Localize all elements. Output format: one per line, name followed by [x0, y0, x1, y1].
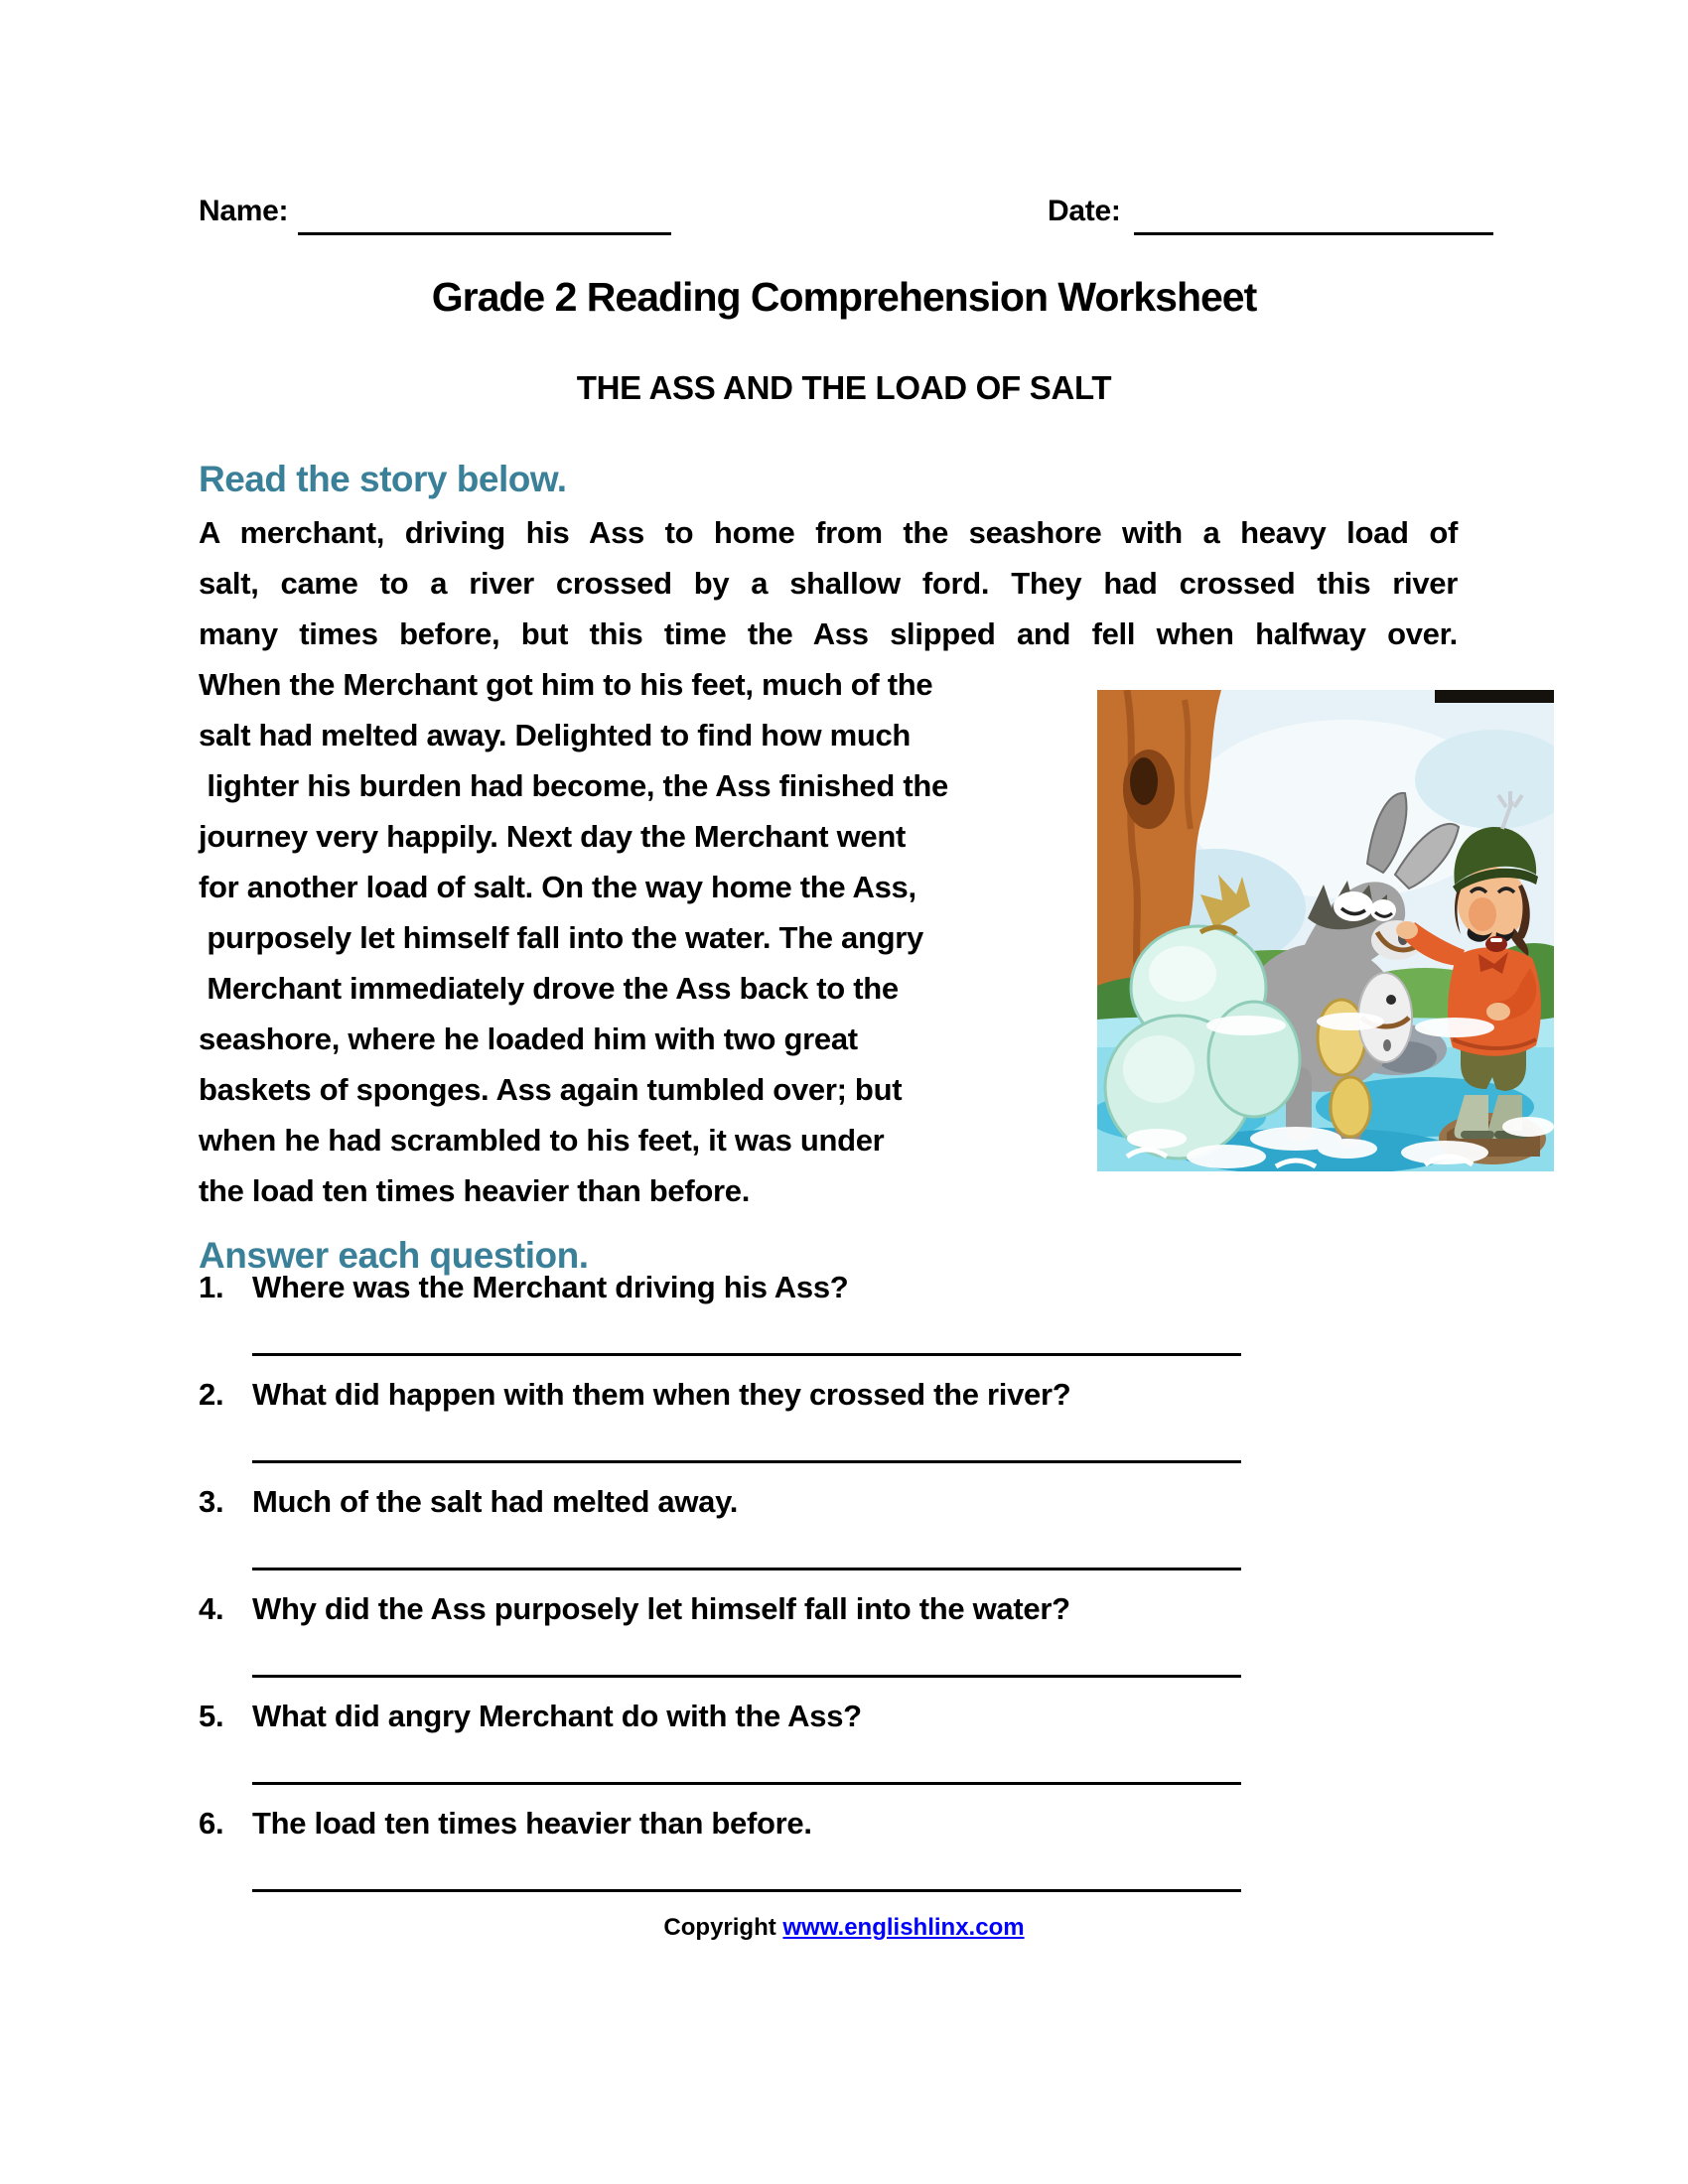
- date-label: Date:: [1048, 195, 1121, 227]
- question-text: Much of the salt had melted away.: [252, 1484, 739, 1519]
- page-title: Grade 2 Reading Comprehension Worksheet: [431, 274, 1257, 320]
- answer-blank-line[interactable]: [252, 1889, 1241, 1892]
- question-item: [199, 1377, 1070, 1413]
- story-line: seashore, where he loaded him with two great: [199, 1022, 858, 1056]
- answer-blank-line[interactable]: [252, 1353, 1241, 1356]
- story-line: lighter his burden had become, the Ass finished the: [199, 768, 948, 803]
- question-text: Where was the Merchant driving his Ass?: [252, 1270, 849, 1304]
- question-text: Why did the Ass purposely let himself fall into the water?: [252, 1591, 1070, 1626]
- story-line: When the Merchant got him to his feet, much of the: [199, 667, 933, 702]
- question-number: 6.: [199, 1806, 224, 1841]
- story-line: purposely let himself fall into the water. The angry: [199, 920, 923, 955]
- story-paragraph-full-width: [199, 507, 1458, 659]
- question-number: 4.: [199, 1591, 224, 1626]
- copyright-text: Copyright: [663, 1914, 783, 1941]
- story-line: baskets of sponges. Ass again tumbled over; but: [199, 1072, 903, 1107]
- question-text: What did happen with them when they crossed the river?: [252, 1377, 1071, 1412]
- answer-blank-line[interactable]: [252, 1568, 1241, 1570]
- question-text: The load ten times heavier than before.: [252, 1806, 812, 1841]
- answer-blank-line[interactable]: [252, 1675, 1241, 1678]
- story-line: journey very happily. Next day the Merchant went: [199, 819, 906, 854]
- question-number: 1.: [199, 1270, 224, 1304]
- story-line: for another load of salt. On the way home the Ass,: [199, 870, 916, 904]
- story-line: salt had melted away. Delighted to find how much: [199, 718, 912, 752]
- question-number: 3.: [199, 1484, 224, 1519]
- story-line: A merchant, driving his Ass to home from the seashore with a heavy load of: [199, 515, 1458, 550]
- question-item: [199, 1270, 848, 1305]
- copyright-row: [199, 1914, 1489, 1942]
- answer-questions-heading: Answer each question.: [199, 1235, 589, 1276]
- worksheet-subtitle: THE ASS AND THE LOAD OF SALT: [576, 369, 1112, 406]
- answer-blank-line[interactable]: [252, 1782, 1241, 1785]
- read-story-heading: Read the story below.: [199, 459, 567, 499]
- question-number: 5.: [199, 1699, 224, 1733]
- question-item: [199, 1699, 862, 1734]
- question-item: [199, 1591, 1070, 1627]
- question-text: What did angry Merchant do with the Ass?: [252, 1699, 862, 1733]
- date-blank-line[interactable]: [1134, 232, 1493, 235]
- story-line: Merchant immediately drove the Ass back to the: [199, 971, 899, 1006]
- story-line: the load ten times heavier than before.: [199, 1173, 751, 1208]
- name-blank-line[interactable]: [298, 232, 671, 235]
- answer-blank-line[interactable]: [252, 1460, 1241, 1463]
- story-illustration: [1097, 690, 1554, 1171]
- story-paragraph-wrapped: [199, 659, 948, 1216]
- story-line: salt, came to a river crossed by a shallow ford. They had crossed this river: [199, 566, 1458, 601]
- story-line: when he had scrambled to his feet, it was under: [199, 1123, 885, 1158]
- story-line: many times before, but this time the Ass slipped and fell when halfway over.: [199, 616, 1458, 651]
- question-number: 2.: [199, 1377, 224, 1412]
- question-item: [199, 1806, 812, 1842]
- name-label: Name:: [199, 195, 289, 227]
- question-item: [199, 1484, 738, 1520]
- copyright-link[interactable]: www.englishlinx.com: [782, 1914, 1025, 1941]
